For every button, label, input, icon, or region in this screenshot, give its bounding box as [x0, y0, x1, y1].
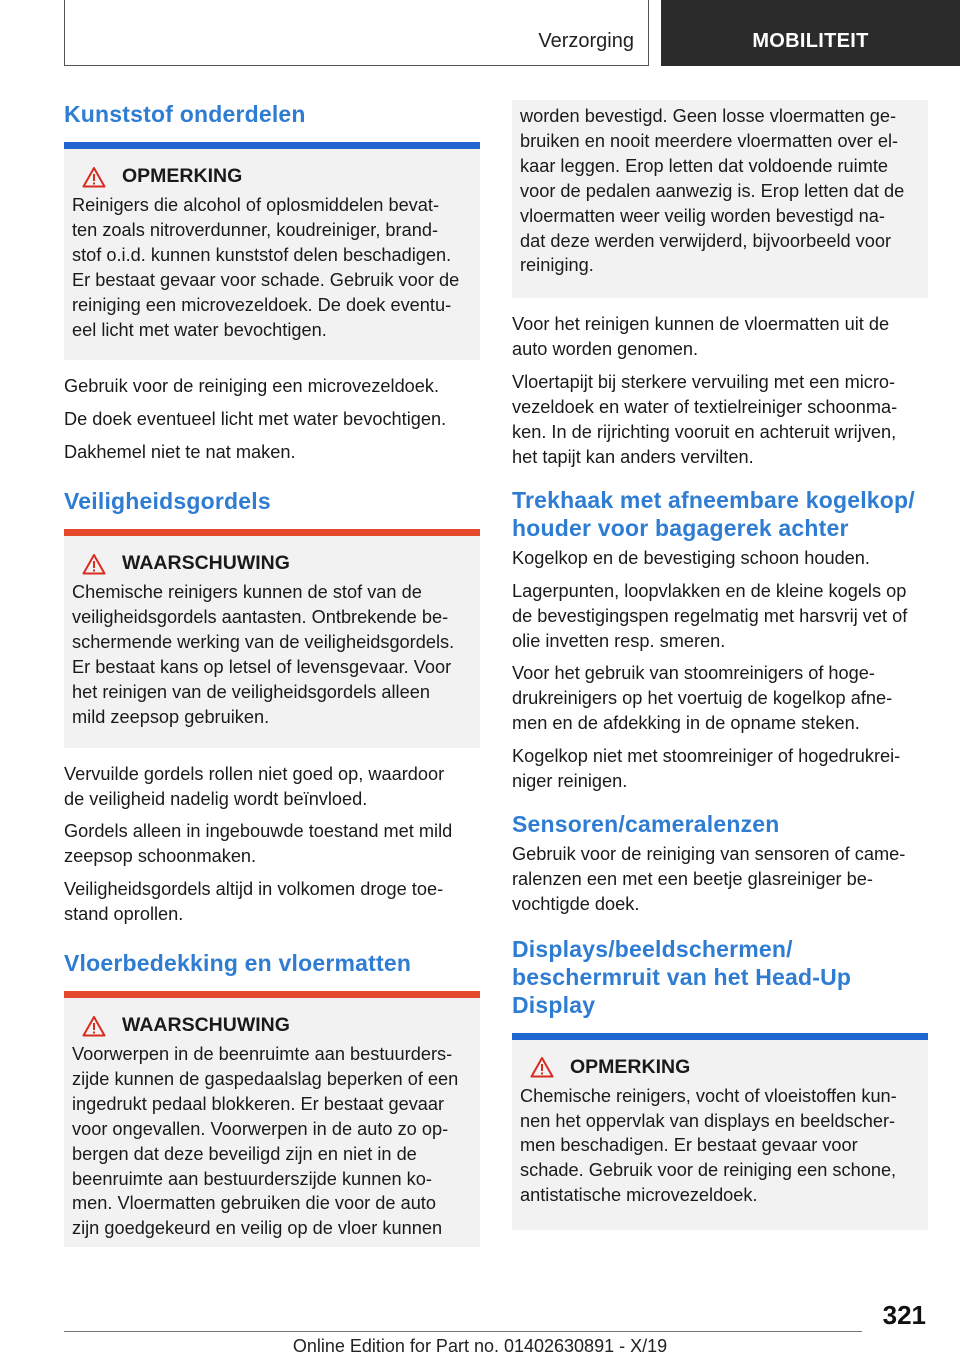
paragraph: Veiligheidsgordels altijd in volkomen droge toe‐ stand oprollen.	[64, 879, 444, 925]
paragraph: Voor het reinigen kunnen de vloermatten uit de auto worden genomen.	[512, 314, 890, 360]
footer-edition: Online Edition for Part no. 01402630891 - X/19	[292, 1336, 668, 1356]
header-section-title: Verzorging	[538, 30, 634, 52]
warning-text: Chemische reinigers kunnen de stof van de veiligheidsgordels aantasten. Ontbrekende be‐ schermende werking van de veiligheidsgordels. Er bestaat kans op letsel of levensgevaar. Voor het reinigen van de veiligheidsgordels alleen mild zeepsop gebruiken.	[72, 582, 455, 727]
warning-rule	[64, 991, 480, 998]
section-title-sensors: Sensoren/cameralenzen	[512, 810, 780, 837]
paragraph: Gordels alleen in ingebouwde toestand met mild zeepsop schoonmaken.	[64, 821, 453, 867]
notice-text: Chemische reinigers, vocht of vloeistoffen kun‐ nen het oppervlak van displays en beeldscher‐ men beschadigen. Er bestaat gevaar voor schade. Gebruik voor de reiniging een schone, antistatische microvezeldoek.	[520, 1085, 897, 1206]
warning-triangle-icon	[82, 166, 106, 188]
paragraph: Gebruik voor de reiniging een microvezeldoek.	[64, 376, 440, 397]
warning-triangle-icon	[530, 1056, 554, 1078]
section-title-floor-mats: Vloerbedekking en vloermatten	[64, 950, 412, 977]
paragraph: Kogelkop niet met stoomreiniger of hogedrukrei‐ niger reinigen.	[512, 746, 901, 792]
section-title-tow-hitch: Trekhaak met afneembare kogelkop/ houder voor bagagerek achter	[512, 486, 915, 541]
section-title-seatbelts: Veiligheidsgordels	[64, 488, 271, 515]
right-column	[512, 100, 928, 1230]
footer-divider	[64, 1331, 862, 1332]
header-chapter-title: MOBILITEIT	[752, 30, 869, 52]
warning-box-continued	[512, 100, 928, 298]
left-column	[64, 100, 480, 1247]
paragraph: Dakhemel niet te nat maken.	[64, 442, 296, 463]
paragraph: De doek eventueel licht met water bevochtigen.	[64, 409, 447, 430]
paragraph: Vloertapijt bij sterkere vervuiling met een micro‐ vezeldoek en water of textielreiniger schoonma‐ ken. In de rijrichting vooruit en achteruit wrijven, het tapijt kan anders vervilten.	[512, 372, 898, 467]
warning-label: WAARSCHUWING	[122, 1014, 290, 1037]
warning-text: Voorwerpen in de beenruimte aan bestuurders‐ zijde kunnen de gaspedaalslag beperken of een ingedrukt pedaal blokkeren. Er bestaat gevaar voor ongevallen. Voorwerpen in de auto zo op‐ bergen dat deze beveiligd zijn en niet in de beenruimte aan bestuurderszijde kunnen ko‐ men. Vloermatten gebruiken die voor de auto zijn goedgekeurd en veilig op de vloer kunnen	[72, 1044, 459, 1239]
header-section-box	[64, 0, 649, 66]
paragraph: Vervuilde gordels rollen niet goed op, waardoor de veiligheid nadelig wordt beïnvloed.	[64, 763, 445, 809]
paragraph: Voor het gebruik van stoomreinigers of hoge‐ drukreinigers op het voertuig de kogelkop afne‐ men en de afdekking in de opname steken.	[512, 663, 893, 734]
warning-triangle-icon	[82, 1015, 106, 1037]
paragraph: Kogelkop en de bevestiging schoon houden.	[512, 547, 870, 568]
section-title-plastic-parts: Kunststof onderdelen	[64, 101, 306, 127]
notice-label: OPMERKING	[122, 165, 243, 187]
section-title-displays: Displays/beeldschermen/ beschermruit van het Head-Up Display	[512, 935, 852, 1018]
notice-text: Reinigers die alcohol of oplosmiddelen bevat‐ ten zoals nitroverdunner, koudreiniger, brand‐ stof o.i.d. kunnen kunststof delen beschadigen. Er bestaat gevaar voor schade. Gebruik voor de reiniging een microvezeldoek. De doek eventu‐ eel licht met water bevochtigen.	[72, 195, 460, 340]
warning-box-floor-mats	[64, 998, 480, 1247]
warning-triangle-icon	[82, 553, 106, 575]
warning-text-continued: worden bevestigd. Geen losse vloermatten ge‐ bruiken en nooit meerdere vloermatten over el‐ kaar leggen. Erop letten dat voldoende ruimte voor de pedalen aanwezig is. Erop letten dat de vloermatten weer veilig worden bevestigd na‐ dat deze werden verwijderd, bijvoorbeeld voor reiniging.	[520, 106, 905, 276]
page-number: 321	[882, 1300, 926, 1330]
paragraph: Gebruik voor de reiniging van sensoren of came‐ ralenzen een met een beetje glasreiniger be‐ vochtigde doek.	[512, 843, 906, 914]
warning-rule	[64, 529, 480, 536]
warning-box-seatbelts	[64, 536, 480, 747]
header-chapter-box	[661, 0, 960, 66]
notice-label: OPMERKING	[570, 1055, 691, 1078]
paragraph: Lagerpunten, loopvlakken en de kleine kogels op de bevestigingspen regelmatig met harsvrij vet of olie invetten resp. smeren.	[512, 580, 908, 651]
notice-rule	[64, 142, 480, 149]
notice-rule	[512, 1033, 928, 1040]
warning-label: WAARSCHUWING	[122, 552, 290, 575]
notice-box-displays	[512, 1040, 928, 1231]
notice-box-plastic	[64, 149, 480, 360]
